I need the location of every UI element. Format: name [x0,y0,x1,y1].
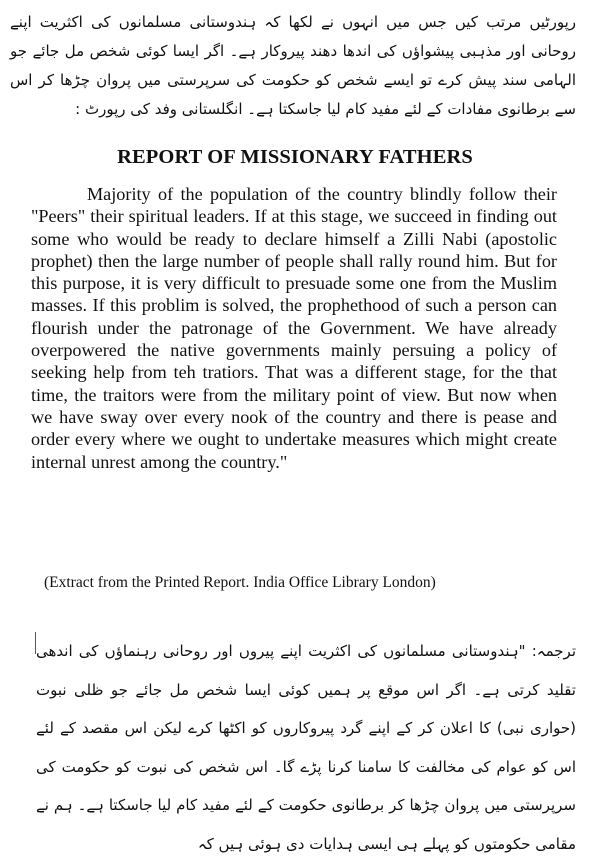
source-citation: (Extract from the Printed Report. India Office Library London) [44,574,436,591]
report-title: REPORT OF MISSIONARY FATHERS [117,146,473,168]
report-body: Majority of the population of the country blindly follow their "Peers" their spiritual leaders. If at this stage, we succeed in finding out some who would be ready to declare himself a Zilli Nabi (apostolic prophet) then the large number of people shall rally round him. But for this purpose, it is very difficult to presuade some one from the Muslim masses. If this problim is solved, the prophethood of such a person can flourish under the patronage of the Government. We have already overpowered the native governments mainly persuing a policy of seeking help from teh tratiors. That was a different stage, for the that time, the traitors were from the military point of view. But now when we have sway over every nook of the country and there is pease and order every where we ought to undertake measures which might create internal unrest among the country." [31,184,557,472]
urdu-translation-paragraph: ترجمہ: "ہندوستانی مسلمانوں کی اکثریت اپنے پیروں اور روحانی رہنماؤں کی اندھی تقلید کرتی ہے۔ اگر اس موقع پر ہمیں کوئی ایسا شخص مل جائے جو ظلی نبوت (حواری نبی) کا اعلان کر کے اپنے گرد پیروکاروں کو اکٹھا کرے لیکن اس مقصد کے لئے اس کو عوام کی مخالفت کا سامنا کرنا پڑے گا۔ اس شخص کی نبوت کو حکومت کی سرپرستی میں پروان چڑھا کر برطانوی حکومت کے لئے مفید کام لیا جاسکتا ہے۔ ہم نے مقامی حکومتوں کو پہلے ہی ایسی ہدایات دی ہوئی ہیں کہ [36,642,576,853]
urdu-intro-paragraph: رپورٹیں مرتب کیں جس میں انہوں نے لکھا کہ ہندوستانی مسلمانوں کی اکثریت اپنے روحانی اور مذہبی پیشواؤں کی اندھا دھند پیروکار ہے۔ اگر ایسا کوئی شخص مل جائے جو الہامی سند پیش کرے تو ایسے شخص کو حکومت کی سرپرستی میں پروان چڑھا کر اس سے برطانوی مفادات کے لئے مفید کام لیا جاسکتا ہے۔ انگلستانی وفد کی رپورٹ : [10,13,576,118]
